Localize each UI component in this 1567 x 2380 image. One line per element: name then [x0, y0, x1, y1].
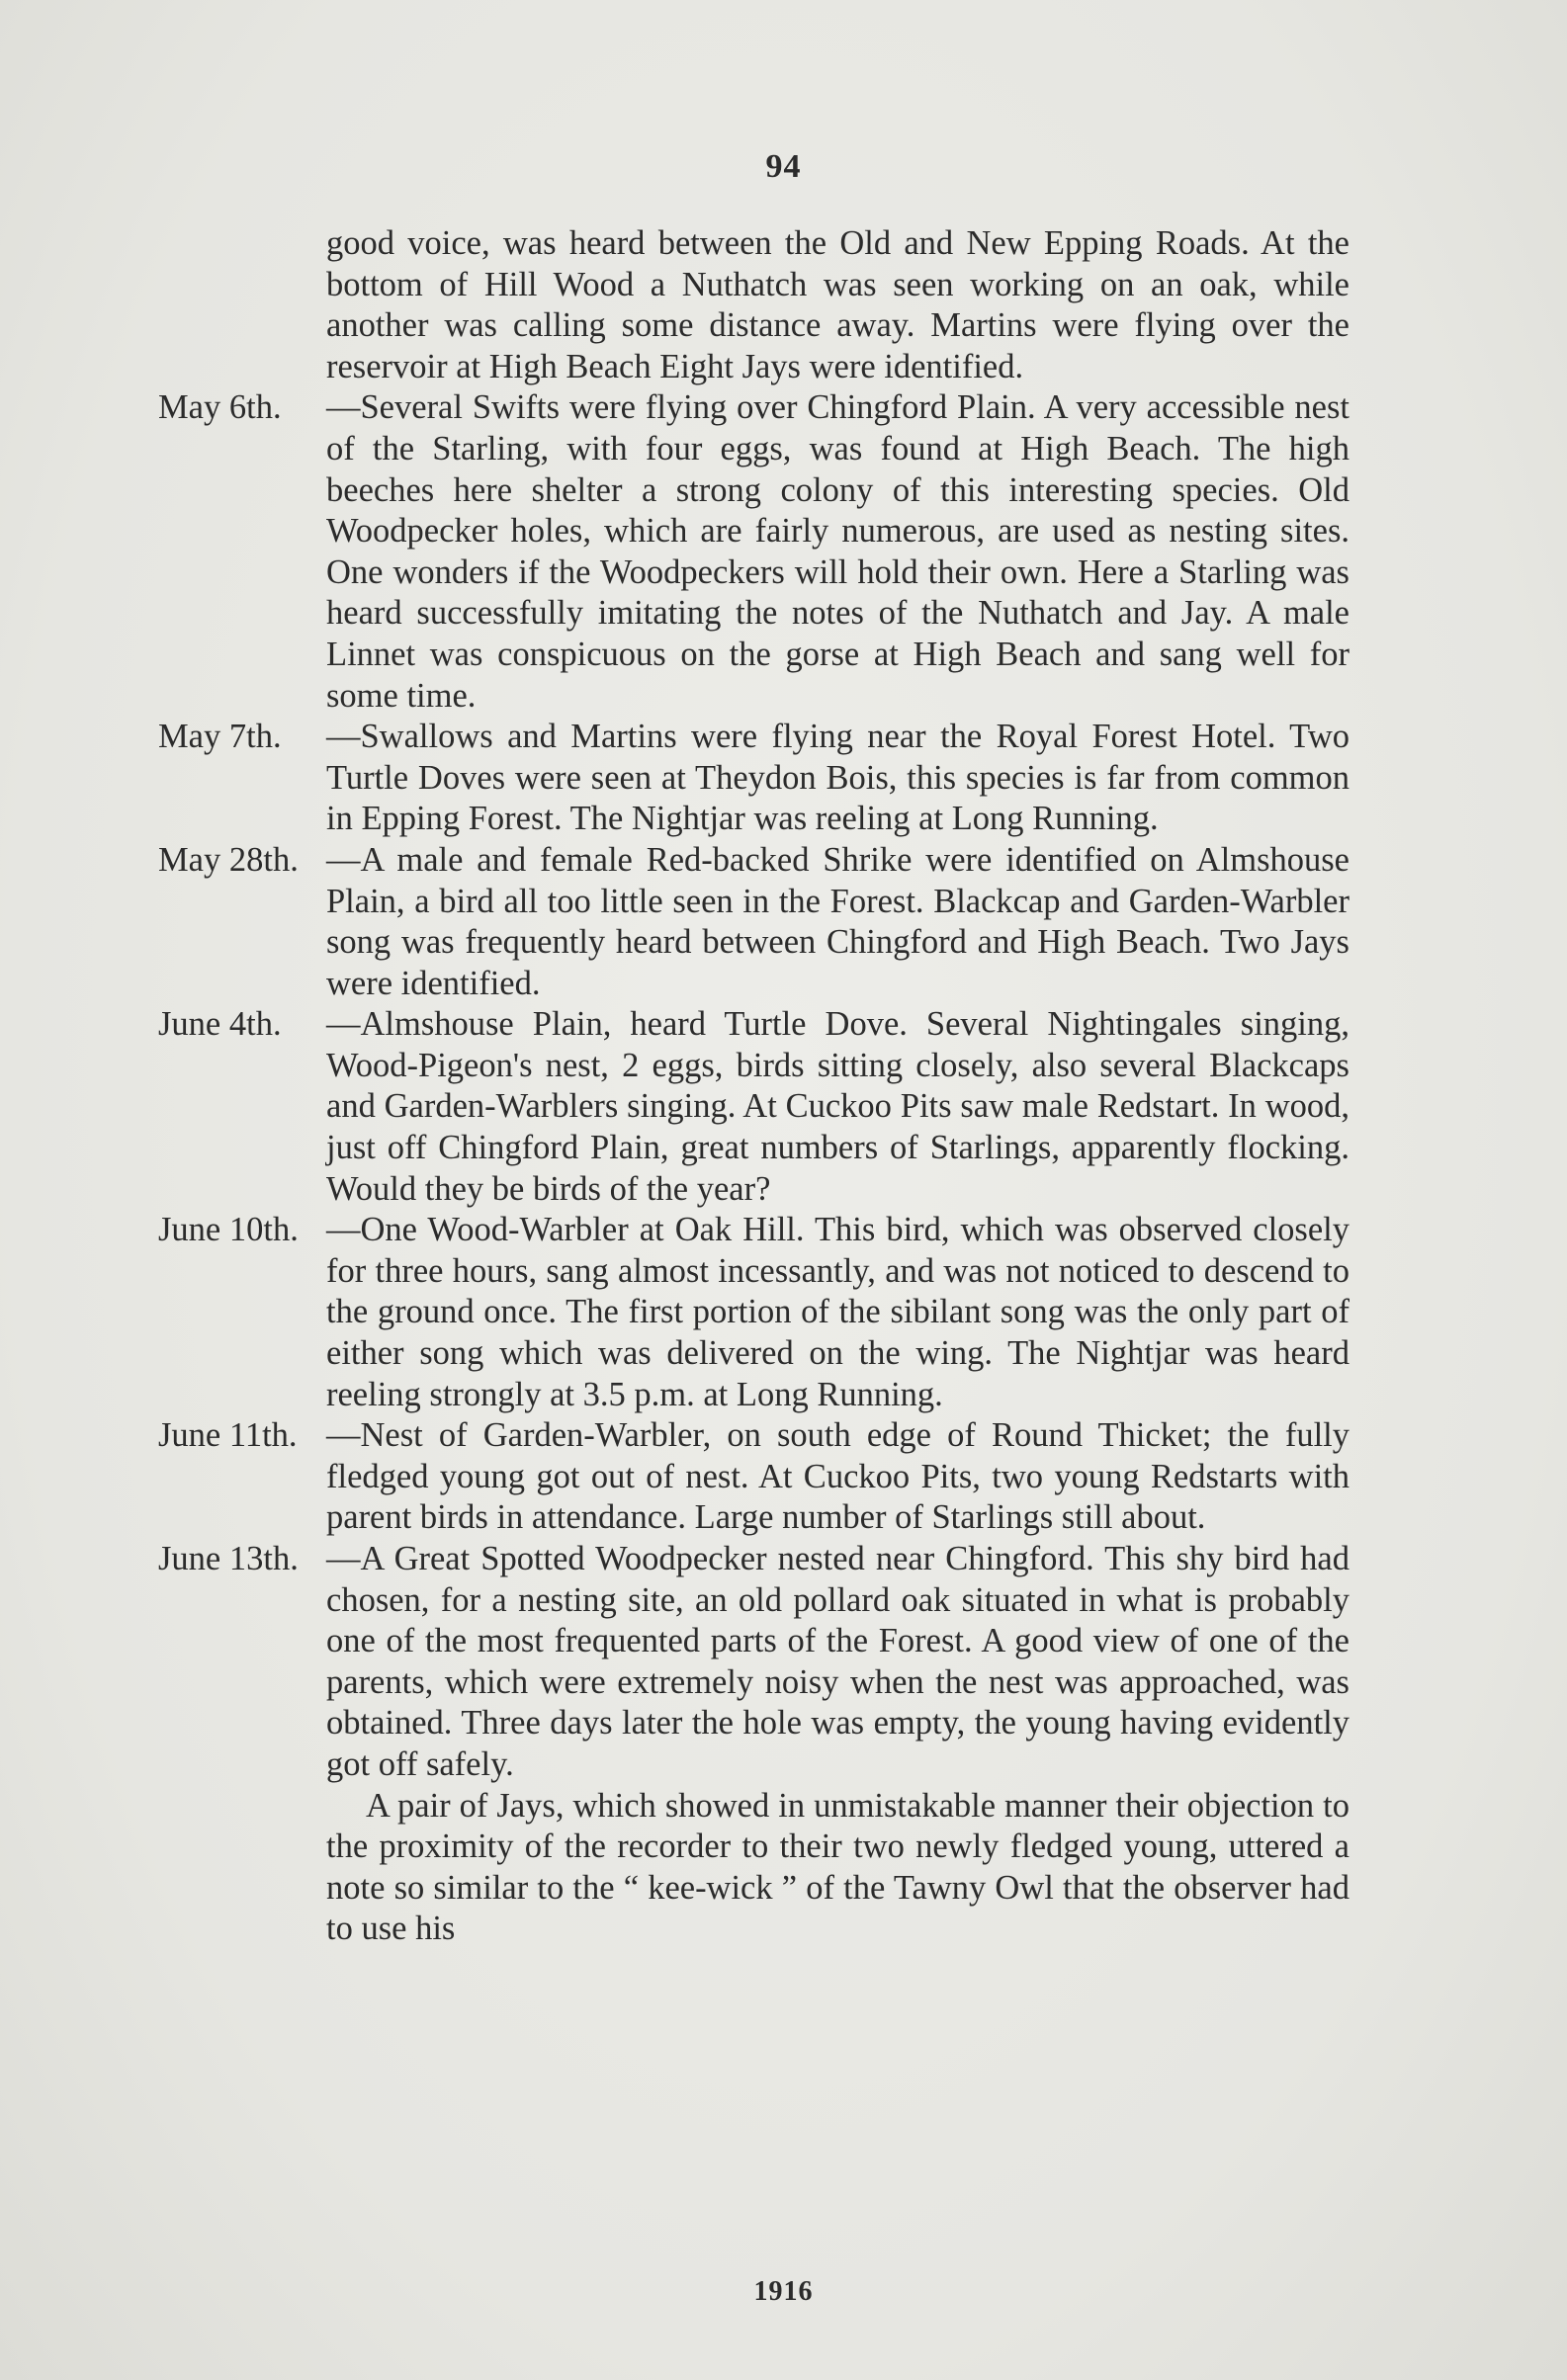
intro-paragraph: good voice, was heard between the Old and New Epping Roads. At the bottom of Hill Wood a Nuthatch was seen working on an oak, while another was calling some distance away. Martins were flying over the reservoir at High Beach Eight Jays were identified.	[326, 224, 1349, 385]
page-number: 94	[765, 148, 802, 185]
diary-entry-june-10	[158, 1210, 1349, 1415]
entry-text: —One Wood-Warbler at Oak Hill. This bird, which was observed closely for three hours, sang almost incessantly, and was not noticed to descend to the ground once. The first portion of the sibilant song was the only part of either song which was delivered on the wing. The Nightjar was heard reeling strongly at 3.5 p.m. at Long Running.	[326, 1211, 1349, 1413]
entry-date: May 6th.	[158, 388, 282, 427]
entry-text: —A Great Spotted Woodpecker nested near Chingford. This shy bird had chosen, for a nesting site, an old pollard oak situated in what is probably one of the most frequented parts of the Forest. A good view of one of the parents, which were extremely noisy when the nest was approached, was obtained. Three days later the hole was empty, the young having evidently got off safely.	[326, 1540, 1349, 1783]
entry-text: —Nest of Garden-Warbler, on south edge of Round Thicket; the fully fledged young got out of nest. At Cuckoo Pits, two young Redstarts with parent birds in attendance. Large number of Starlings still about.	[326, 1416, 1349, 1537]
diary-entry-may-6	[158, 387, 1349, 717]
entry-date: June 11th.	[158, 1416, 298, 1455]
entry-text: —Several Swifts were flying over Chingford Plain. A very accessible nest of the Starling, with four eggs, was found at High Beach. The high beeches here shelter a strong colony of this interesting species. Old Woodpecker holes, which are fairly numerous, are used as nesting sites. One wonders if the Woodpeckers will hold their own. Here a Starling was heard successfully imitating the notes of the Nuthatch and Jay. A male Linnet was conspicuous on the gorse at High Beach and sang well for some time.	[326, 388, 1349, 715]
diary-entry-june-4	[158, 1004, 1349, 1210]
diary-entry-may-28	[158, 840, 1349, 1004]
diary-entry-june-13	[158, 1539, 1349, 1786]
entry-date: May 7th.	[158, 718, 282, 756]
entry-text: —A male and female Red-backed Shrike were identified on Almshouse Plain, a bird all too little seen in the Forest. Blackcap and Garden-Warbler song was frequently heard between Chingford and High Beach. Two Jays were identified.	[326, 840, 1349, 1002]
entry-date: June 4th.	[158, 1005, 282, 1044]
diary-entry-may-7	[158, 717, 1349, 840]
entry-date: May 28th.	[158, 840, 299, 879]
entry-text: —Almshouse Plain, heard Turtle Dove. Several Nightingales singing, Wood-Pigeon's nest, 2 eggs, birds sitting closely, also several Blackcaps and Garden-Warblers singing. At Cuckoo Pits saw male Redstart. In wood, just off Chingford Plain, great numbers of Starlings, apparently flocking. Would they be birds of the year?	[326, 1005, 1349, 1208]
entry-date: June 13th.	[158, 1540, 299, 1577]
page-body	[158, 223, 1349, 1950]
closing-paragraph: A pair of Jays, which showed in unmistakable manner their objection to the proximity of the recorder to their two newly fledged young, uttered a note so similar to the “ kee-wick ” of the Tawny Owl that the observer had to use his	[326, 1786, 1349, 1948]
diary-entry-june-11	[158, 1415, 1349, 1539]
entry-date: June 10th.	[158, 1211, 299, 1249]
entry-text: —Swallows and Martins were flying near the Royal Forest Hotel. Two Turtle Doves were seen at Theydon Bois, this species is far from common in Epping Forest. The Nightjar was reeling at Long Running.	[326, 718, 1349, 838]
footer-year-mark: 1916	[753, 2276, 814, 2307]
